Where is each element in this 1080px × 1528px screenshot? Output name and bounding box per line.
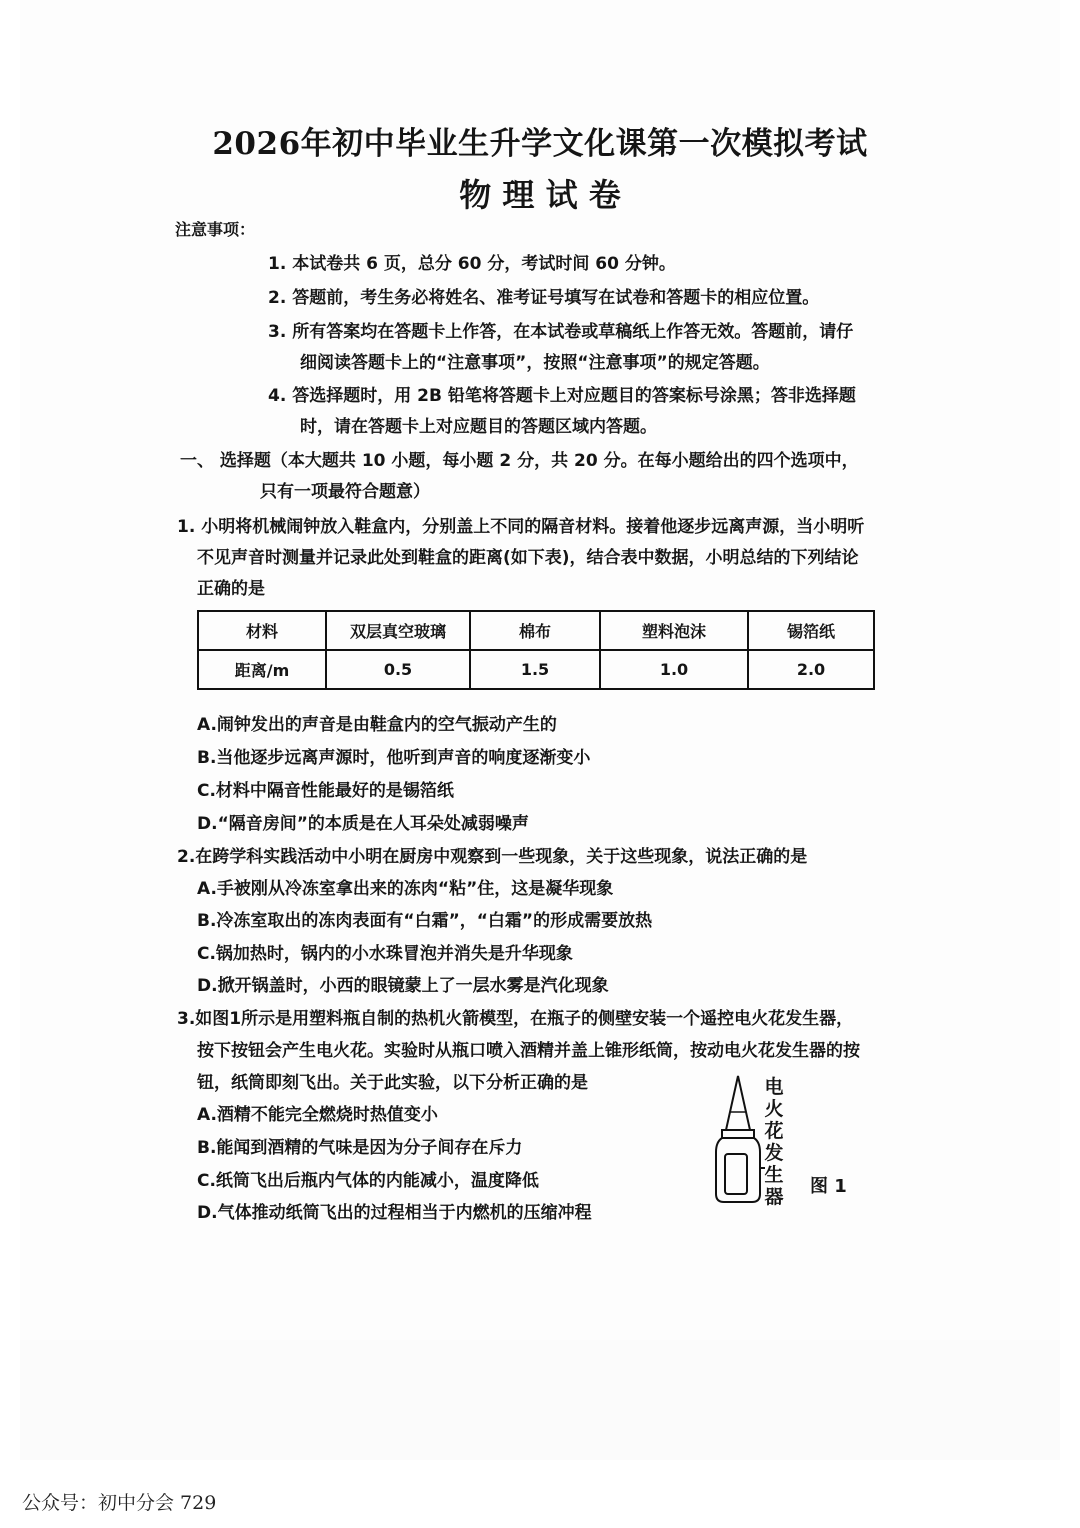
table-cell: 锡箔纸 bbox=[748, 611, 874, 650]
table-cell: 双层真空玻璃 bbox=[326, 611, 470, 650]
figure-caption: 图 1 bbox=[810, 1176, 847, 1197]
q3-stem: 按下按钮会产生电火花。实验时从瓶口喷入酒精并盖上锥形纸筒，按动电火花发生器的按 bbox=[197, 1041, 860, 1061]
q2-option-c: C.锅加热时，锅内的小水珠冒泡并消失是升华现象 bbox=[197, 944, 573, 964]
q3-option-b: B.能闻到酒精的气味是因为分子间存在斥力 bbox=[197, 1138, 523, 1158]
q2-stem: 2.在跨学科实践活动中小明在厨房中观察到一些现象，关于这些现象，说法正确的是 bbox=[177, 847, 808, 867]
figure-label-spark-generator: 电火花发生器 bbox=[764, 1076, 784, 1208]
q1-stem: 正确的是 bbox=[197, 579, 265, 599]
table-cell: 棉布 bbox=[470, 611, 600, 650]
section-heading-cont: 只有一项最符合题意） bbox=[260, 482, 430, 502]
q2-option-d: D.掀开锅盖时，小西的眼镜蒙上了一层水雾是汽化现象 bbox=[197, 976, 609, 996]
table-row bbox=[198, 650, 874, 689]
table-cell: 塑料泡沫 bbox=[600, 611, 748, 650]
rocket-bottle-figure bbox=[708, 1072, 768, 1212]
exam-title: 2026年初中毕业生升学文化课第一次模拟考试 bbox=[212, 126, 868, 162]
table-row bbox=[198, 611, 874, 650]
notice-item: 3. 所有答案均在答题卡上作答，在本试卷或草稿纸上作答无效。答题前，请仔 bbox=[268, 322, 854, 342]
blank-area bbox=[20, 1340, 1060, 1460]
q1-option-a: A.闹钟发出的声音是由鞋盒内的空气振动产生的 bbox=[197, 715, 557, 735]
table-cell: 1.0 bbox=[600, 650, 748, 689]
q3-option-c: C.纸筒飞出后瓶内气体的内能减小，温度降低 bbox=[197, 1171, 539, 1191]
q3-stem: 钮，纸筒即刻飞出。关于此实验，以下分析正确的是 bbox=[197, 1073, 588, 1093]
notice-heading: 注意事项： bbox=[175, 220, 256, 239]
q1-option-c: C.材料中隔音性能最好的是锡箔纸 bbox=[197, 781, 454, 801]
section-heading: 一、 选择题（本大题共 10 小题，每小题 2 分，共 20 分。在每小题给出的四个选项中， bbox=[180, 451, 859, 471]
table-cell: 材料 bbox=[198, 611, 326, 650]
q3-option-d: D.气体推动纸筒飞出的过程相当于内燃机的压缩冲程 bbox=[197, 1203, 592, 1223]
table-cell: 2.0 bbox=[748, 650, 874, 689]
q1-option-d: D.“隔音房间”的本质是在人耳朵处减弱噪声 bbox=[197, 814, 529, 834]
q3-stem: 3.如图1所示是用塑料瓶自制的热机火箭模型，在瓶子的侧壁安装一个遥控电火花发生器， bbox=[177, 1009, 854, 1029]
table-cell: 距离/m bbox=[198, 650, 326, 689]
notice-item: 1. 本试卷共 6 页，总分 60 分，考试时间 60 分钟。 bbox=[268, 254, 676, 274]
table-cell: 0.5 bbox=[326, 650, 470, 689]
q2-option-a: A.手被刚从冷冻室拿出来的冻肉“粘”住，这是凝华现象 bbox=[197, 879, 614, 899]
notice-item: 细阅读答题卡上的“注意事项”，按照“注意事项”的规定答题。 bbox=[300, 353, 770, 373]
q3-option-a: A.酒精不能完全燃烧时热值变小 bbox=[197, 1105, 438, 1125]
notice-item: 时，请在答题卡上对应题目的答题区域内答题。 bbox=[300, 417, 657, 437]
q2-option-b: B.冷冻室取出的冻肉表面有“白霜”，“白霜”的形成需要放热 bbox=[197, 911, 653, 931]
q1-option-b: B.当他逐步远离声源时，他听到声音的响度逐渐变小 bbox=[197, 748, 591, 768]
q1-stem: 不见声音时测量并记录此处到鞋盒的距离(如下表)，结合表中数据，小明总结的下列结论 bbox=[197, 548, 859, 568]
q1-stem: 1. 小明将机械闹钟放入鞋盒内，分别盖上不同的隔音材料。接着他逐步远离声源，当小明听 bbox=[177, 517, 865, 537]
notice-item: 2. 答题前，考生务必将姓名、准考证号填写在试卷和答题卡的相应位置。 bbox=[268, 288, 820, 308]
exam-subtitle: 物 理 试 卷 bbox=[459, 176, 621, 214]
notice-item: 4. 答选择题时，用 2B 铅笔将答题卡上对应题目的答案标号涂黑；答非选择题 bbox=[268, 386, 856, 406]
q1-data-table bbox=[197, 610, 875, 690]
table-cell: 1.5 bbox=[470, 650, 600, 689]
footer-watermark: 公众号：初中分会 729 bbox=[22, 1492, 217, 1514]
